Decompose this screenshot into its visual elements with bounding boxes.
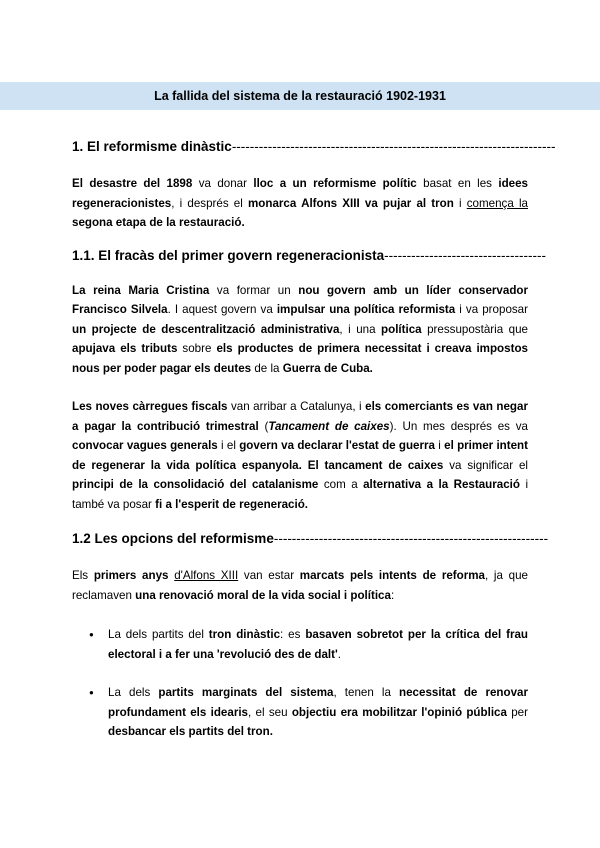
text-run: idees regeneracionistes	[72, 177, 528, 210]
paragraph-1	[72, 174, 528, 233]
text-run: :	[390, 588, 395, 602]
section-heading-1-1-dashes: ------------------------------------	[384, 247, 546, 263]
document-title-bar	[0, 82, 600, 110]
document-title: La fallida del sistema de la restauració 1902-1931	[154, 89, 446, 103]
text-run: desbancar els partits del tron.	[108, 725, 273, 738]
text-run: apujava els tributs	[72, 342, 178, 355]
text-run: impulsar una política reformista	[276, 303, 456, 316]
text-run: .	[337, 647, 341, 661]
bullet-list	[72, 625, 528, 742]
text-run: , i després el	[171, 196, 248, 210]
text-run: La reina Maria Cristina	[72, 283, 210, 297]
text-run: de la	[251, 361, 283, 375]
text-run: La dels partits del	[108, 628, 209, 641]
text-run: i	[434, 439, 445, 452]
text-run: per	[506, 705, 528, 719]
text-run: comença la	[466, 196, 528, 210]
paragraph-2	[72, 281, 528, 379]
text-run: basat en les	[416, 177, 499, 190]
text-run: va formar un	[209, 283, 299, 297]
text-run: , i una	[339, 322, 382, 336]
paragraph-3	[72, 397, 528, 514]
section-heading-1-text: 1. El reformisme dinàstic	[72, 139, 232, 154]
text-run: partits marginats del sistema	[158, 686, 334, 699]
text-run: i el	[217, 439, 240, 452]
text-run: convocar vagues generals	[72, 439, 218, 452]
text-run: . I aquest govern va	[167, 303, 277, 316]
text-run: El desastre del 1898	[72, 177, 193, 190]
text-run: sobre	[177, 342, 217, 355]
text-run: principi de la consolidació del catalanisme	[72, 478, 319, 491]
text-run: monarca Alfons XIII va pujar al tron	[248, 196, 454, 210]
text-run: (	[258, 419, 269, 433]
text-run: Tancament de caixes	[268, 419, 390, 433]
text-run: el primer intent de regenerar la vida política espanyola. El tancament de caixes	[72, 439, 528, 472]
text-run: ). Un mes després es va	[389, 419, 528, 433]
section-heading-1-2-dashes: -------------------------------------------------------------	[273, 531, 549, 546]
paragraph-4	[72, 566, 528, 605]
document-body	[72, 138, 556, 742]
text-run: necessitat de renovar profundament els idearis	[108, 686, 528, 719]
text-run: els comerciants es van negar a pagar la contribució trimestral	[72, 400, 528, 433]
text-run: tron dinàstic	[208, 628, 281, 641]
text-run: pressupostària que	[421, 322, 528, 336]
text-run: i també va posar	[72, 478, 529, 511]
text-run: fi a l'esperit de regeneració.	[155, 497, 309, 511]
text-run: va significar el	[443, 458, 528, 472]
section-heading-1-1-text: 1.1. El fracàs del primer govern regeneracionista	[72, 247, 385, 263]
text-run: van estar	[238, 569, 300, 582]
text-run: primers anys	[93, 569, 169, 582]
section-heading-1-2-text: 1.2 Les opcions del reformisme	[72, 531, 274, 546]
text-run: d'Alfons XIII	[174, 569, 239, 582]
list-item	[72, 625, 528, 664]
text-run: basaven sobretot per la crítica del frau electoral i a fer una 'revolució des de dalt'	[108, 628, 528, 661]
text-run: , el seu	[248, 705, 292, 719]
text-run: La dels	[108, 686, 159, 699]
text-run: com a	[318, 478, 364, 491]
text-run: i va proposar	[455, 303, 528, 316]
text-run: , ja que reclamaven	[72, 569, 528, 602]
text-run: , tenen la	[333, 686, 400, 699]
text-run: Les noves càrregues fiscals	[72, 400, 228, 413]
section-heading-1	[72, 138, 556, 156]
text-run: els productes de primera necessitat i creava impostos nous per poder pagar els deutes	[72, 342, 528, 375]
text-run: i	[453, 196, 467, 210]
text-run: objectiu era mobilitzar l'opinió pública	[291, 705, 507, 719]
list-item	[72, 683, 528, 742]
text-run: : es	[280, 628, 306, 641]
section-heading-1-1	[72, 247, 546, 265]
text-run: segona etapa de la restauració.	[72, 216, 245, 229]
text-run: alternativa a la Restauració	[363, 478, 520, 491]
text-run: marcats pels intents de reforma	[299, 569, 485, 582]
text-run: Els	[72, 569, 94, 582]
section-heading-1-dashes: ------------------------------------------------------------------------	[231, 139, 556, 154]
text-run: lloc a un reformisme polític	[253, 177, 417, 190]
text-run: nou govern amb un líder conservador Francisco Silvela	[72, 283, 528, 316]
text-run: política	[381, 322, 422, 336]
text-run: van arribar a Catalunya, i	[227, 400, 366, 413]
text-run: va donar	[192, 177, 254, 190]
text-run: un projecte de descentralització administrativa	[72, 322, 340, 336]
text-run: Guerra de Cuba.	[282, 361, 373, 375]
section-heading-1-2	[72, 530, 549, 548]
text-run: govern va declarar l'estat de guerra	[239, 439, 435, 452]
text-run: una renovació moral de la vida social i política	[135, 588, 391, 602]
